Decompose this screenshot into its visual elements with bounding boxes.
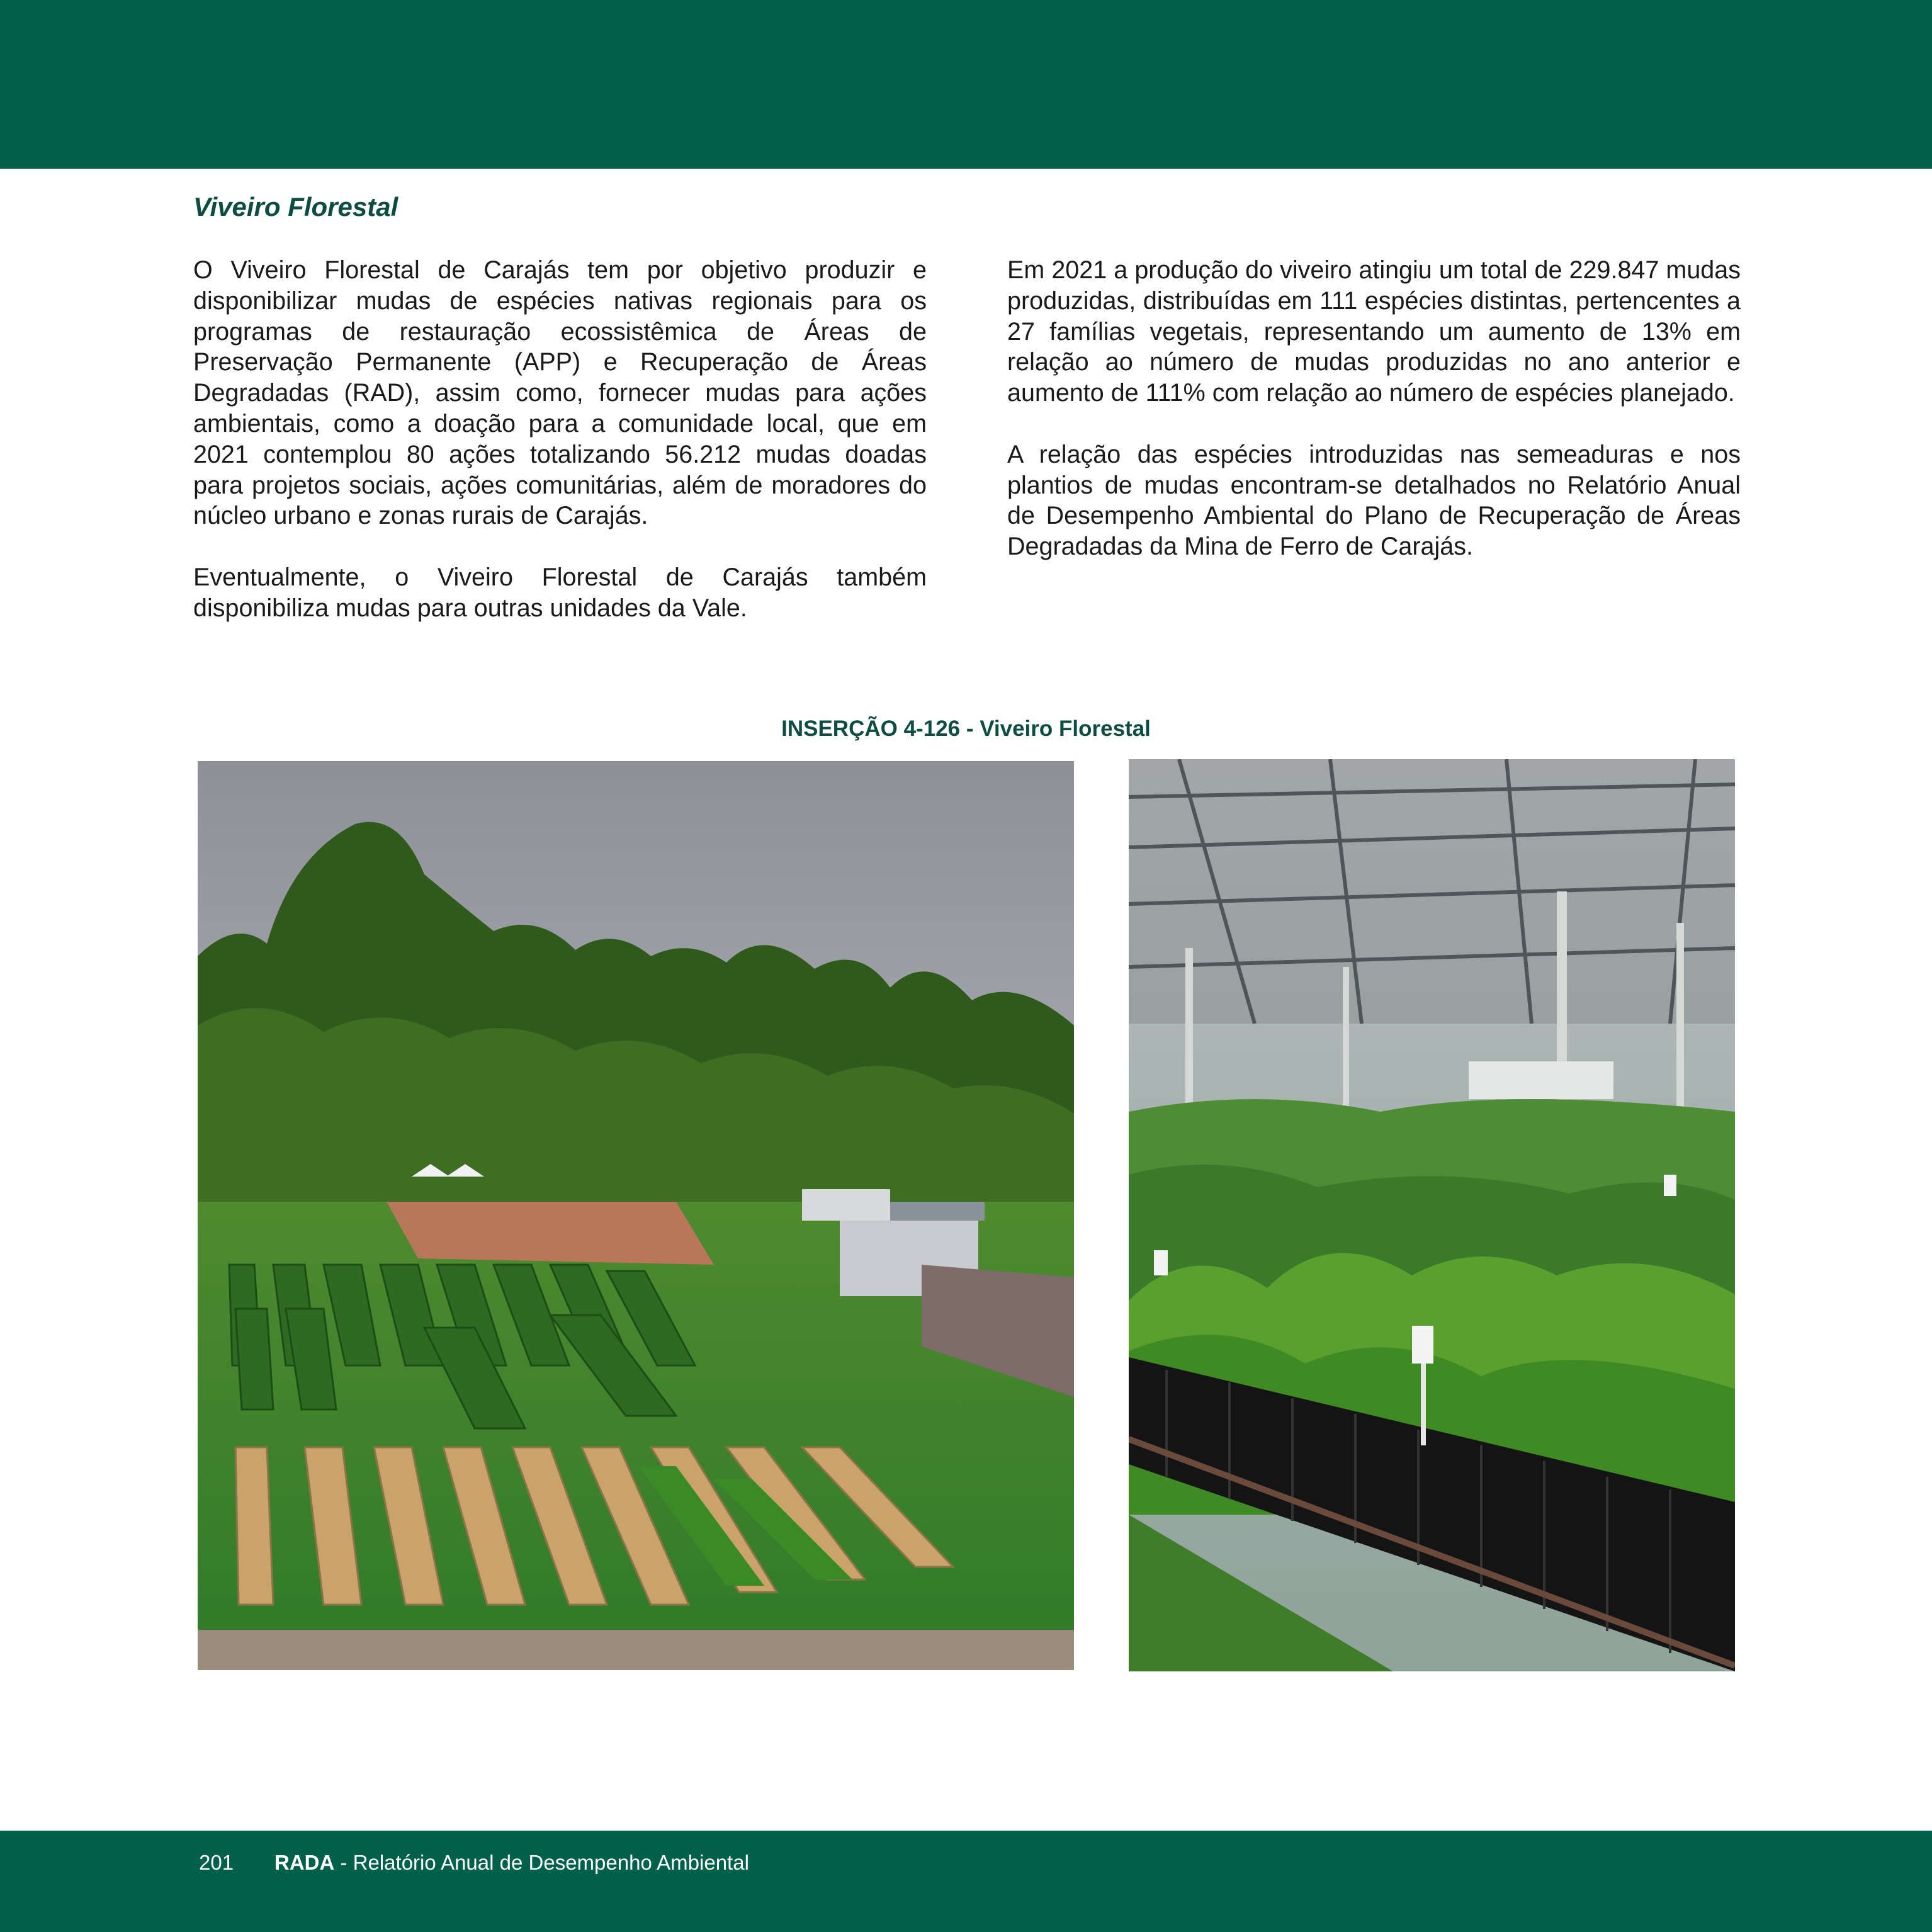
paragraph: Em 2021 a produção do viveiro atingiu um total de 229.847 mudas produzidas, distribuídas em 111 espécies distintas, pertencentes a 27 famílias vegetais, representando um aumento de 13% em relação ao número de mudas produzidas no ano anterior e aumento de 111% com relação ao número de espécies planejado.	[1007, 256, 1741, 407]
footer-brand: RADA	[274, 1851, 335, 1874]
nursery-aerial-photo	[198, 761, 1074, 1670]
figure-caption: INSERÇÃO 4-126 - Viveiro Florestal	[781, 716, 1151, 741]
paragraph: O Viveiro Florestal de Carajás tem por objetivo produzir e disponibilizar mudas de espécies nativas regionais para os programas de restauração ecossistêmica de Áreas de Preservação Permanente (APP) e Recuperação de Áreas Degradadas (RAD), assim como, fornecer mudas para ações ambientais, como a doação para a comunidade local, que em 2021 contemplou 80 ações totalizando 56.212 mudas doadas para projetos sociais, ações comunitárias, além de moradores do núcleo urbano e zonas rurais de Carajás.	[193, 256, 927, 530]
paragraph: A relação das espécies introduzidas nas semeaduras e nos plantios de mudas encontram-se detalhados no Relatório Anual de Desempenho Ambiental do Plano de Recuperação de Áreas Degradadas da Mina de Ferro de Carajás.	[1007, 440, 1741, 561]
footer-band	[0, 1831, 1932, 1932]
right-column	[1007, 255, 1741, 593]
paragraph: Eventualmente, o Viveiro Florestal de Carajás também disponibiliza mudas para outras unidades da Vale.	[193, 563, 927, 622]
left-column	[193, 255, 927, 654]
footer	[199, 1851, 749, 1875]
seedlings-greenhouse-photo	[1129, 759, 1735, 1671]
page-number: 201	[199, 1851, 234, 1874]
header-band	[0, 0, 1932, 169]
section-title: Viveiro Florestal	[193, 192, 398, 222]
footer-subtitle: - Relatório Anual de Desempenho Ambiental	[334, 1851, 749, 1874]
